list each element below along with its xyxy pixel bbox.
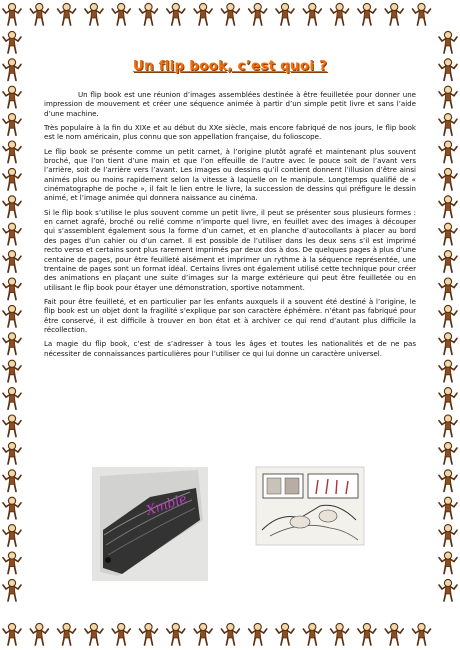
flipbook-photo-left [92,467,208,581]
flipbook-photo-right [256,467,364,545]
paragraph-fragility: Fait pour être feuilleté, et en particulier par les enfants auxquels il a souvent été destiné à l’origine, le flip book est un objet dont la fragilité s’explique par son caractère éphémère. n’étant pas fabriqué pour être conservé, il est difficile à trouver en bon état et à archiver ce qui rend d’autant plus difficile la récollection. [44,296,416,334]
paragraph-description: Le flip book se présente comme un petit carnet, à l’origine plutôt agrafé et maintenant plus souvent broché, que l’on tient d’une main et que l’on effeuille de l’autre avec le pouce soit de l’avant vers l’arrière, soit de l’arrière vers l’avant. Les images ou dessins qu’il contient donnent l’illusion d’être ainsi animés plus ou moins rapidement selon la vitesse à laquelle on le manipule. Longtemps qualifié de « cinématographe de poche », il fait le lien entre le livre, la succession de dessins qui préfigure le dessin animé, et l’image animée qui donnera naissance au cinéma. [44,146,416,203]
paragraph-magic: La magie du flip book, c’est de s’adresser à tous les âges et toutes les nationalités et de ne pas nécessiter de connaissances particulières pour l’utiliser ce qui lui donne un caractère universel. [44,339,416,358]
paragraph-forms: Si le flip book s’utilise le plus souvent comme un petit livre, il peut se présenter sous plusieurs formes : en carnet agrafé, broché ou relié comme n’importe quel livre, en feuillet avec des images à découper qui s’assemblent également sous la forme d’un carnet, et en planche d’autocollants à placer au bord des pages d’un cahier ou d’un carnet. Il est possible de l’utiliser dans les deux sens s’il est imprimé recto verso et certains sont plus rarement imprimés par deux dos à dos. De quelques pages à plus d’une centaine de pages, pour être feuilleté aisément et imprimer un rythme à la séquence représentée, une trentaine de pages sont un format idéal. Certains livres ont également utilisé cette technique pour créer des animations en plaçant une suite d’images sur la marge extérieure qui peut être feuilletée ou en utilisant le flip book pour étayer une démonstration, sportive notamment. [44,207,416,292]
page-title: Un flip book, c’est quoi ? [132,58,328,74]
paragraph-intro: Un flip book est une réunion d’images assemblées destinée à être feuilletée pour donner une impression de mouvement et créer une séquence animée à partir d’un simple petit livre et sans l’aide d’une machine. [44,90,416,118]
paragraph-history: Très populaire à la fin du XIXe et au début du XXe siècle, mais encore fabriqué de nos jours, le flip book est le nom américain, plus connu que son appellation française, du folioscope. [44,123,416,142]
flipbook-cover-lettering: Xmble [144,491,189,519]
